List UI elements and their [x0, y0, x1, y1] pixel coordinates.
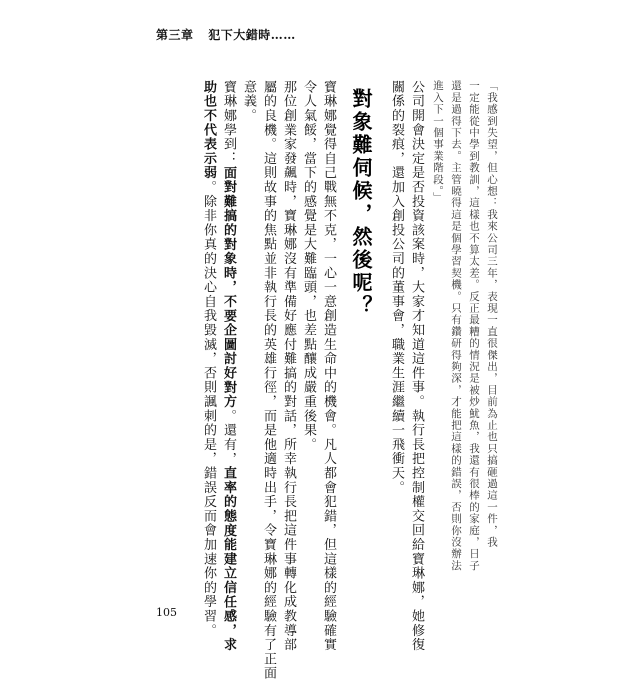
paragraph2-text: 。除非你真的決心自我毀滅，否則諷刺的是，錯誤反而會加速你的學習。	[201, 180, 216, 638]
paragraph2-column-2	[199, 80, 218, 638]
quote-column-4: 進入下一個事業階段。」	[432, 80, 444, 204]
quote-column-2: 一定能從中學到教訓，這樣也不算太差。反正最糟的情況是被炒魷魚，我還有很棒的家庭，日子	[468, 80, 480, 572]
paragraph2-emphasis: 直率的態度能建立信任感，求	[221, 466, 236, 653]
quote-column-3: 還是過得下去。主管曉得這是個學習契機。只有鑽研得夠深，才能把這樣的錯誤，否則你沒辦法	[450, 80, 462, 572]
paragraph1-column-2: 令人氣餒，當下的感覺是大難臨頭，也差點釀成嚴重後果。	[301, 80, 316, 452]
running-header	[156, 26, 296, 43]
narration-column-1: 公司開會決定是否投資該案時，大家才知道這件事。執行長把控制權交回給寶琳娜，她修復	[409, 80, 424, 652]
paragraph1-column-1: 寶琳娜覺得自己戰無不克，一心一意創造生命中的機會。凡人都會犯錯，但這樣的經驗確實	[321, 80, 336, 652]
paragraph2-column-1	[219, 80, 238, 652]
page-number: 105	[156, 606, 177, 619]
paragraph2-emphasis: 助也不代表示弱	[201, 80, 216, 181]
section-heading: 對象難伺候，然後呢？	[349, 88, 373, 318]
paragraph1-column-5: 意義。	[241, 80, 256, 123]
vertical-text-block	[170, 80, 500, 681]
quote-column-1: 「我感到失望，但心想：我來公司三年，表現一直很傑出，目前為止也只搞砸過這一件，我	[486, 80, 498, 548]
paragraph2-emphasis: 面對難搞的對象時，不要企圖討好對方	[221, 165, 236, 409]
narration-column-2: 關係的裂痕，還加入創投公司的董事會，職業生涯繼續一飛衝天。	[389, 80, 404, 495]
chapter-title: 犯下大錯時……	[208, 28, 296, 42]
chapter-label: 第三章	[156, 28, 194, 42]
paragraph2-text: 寶琳娜學到：	[221, 80, 236, 166]
paragraph1-column-3: 那位創業家發飆時，寶琳娜沒有準備好應付難搞的對話，所幸執行長把這件事轉化成教導部	[281, 80, 296, 652]
paragraph1-column-4: 屬的良機。這則故事的焦點並非執行長的英雄行徑，而是他適時出手，令寶琳娜的經驗有了正面	[261, 80, 276, 681]
paragraph2-text: 。還有，	[221, 408, 236, 467]
